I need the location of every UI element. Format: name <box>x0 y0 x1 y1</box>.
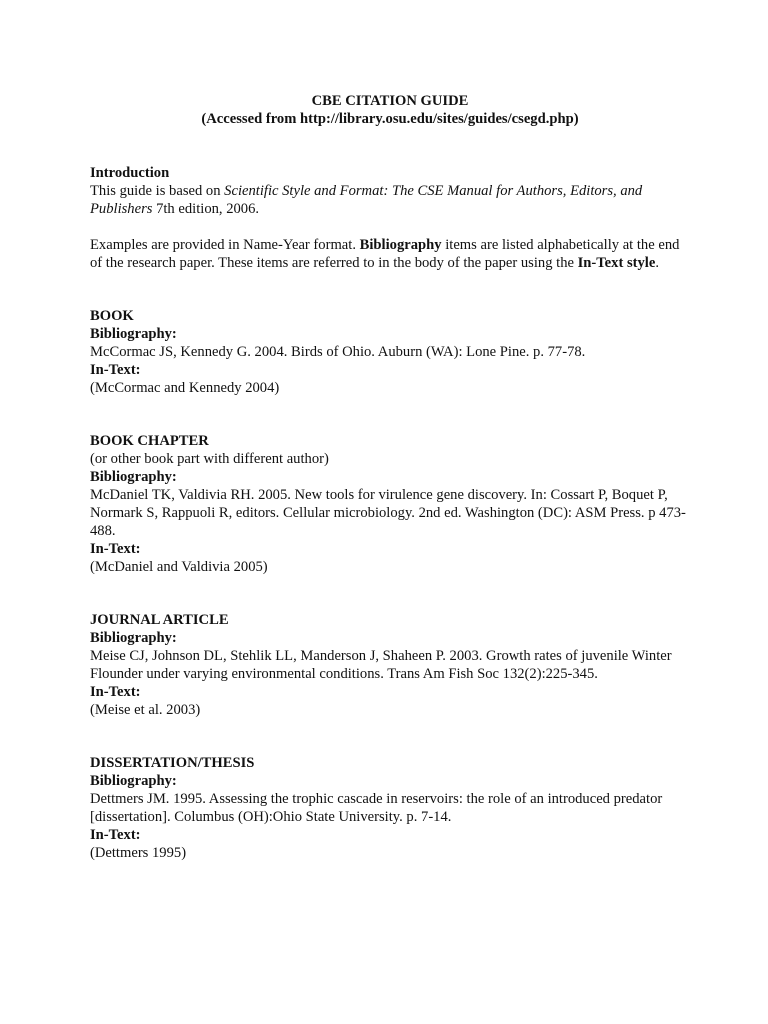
section-dissertation-thesis <box>90 754 690 862</box>
in-text-label: In-Text: <box>90 827 141 843</box>
in-text-label: In-Text: <box>90 684 141 700</box>
bibliography-label: Bibliography: <box>90 326 177 342</box>
intro-paragraph-1 <box>90 182 690 218</box>
intro-p2-post: . <box>655 255 659 271</box>
in-text-entry: (McCormac and Kennedy 2004) <box>90 380 280 396</box>
bibliography-label: Bibliography: <box>90 630 177 646</box>
document-title: CBE CITATION GUIDE <box>311 93 469 109</box>
document-subtitle: (Accessed from http://library.osu.edu/sites/guides/csegd.php) <box>201 111 579 127</box>
section-heading: BOOK <box>90 308 134 324</box>
intro-p1-pre: This guide is based on <box>90 183 225 199</box>
manual-title: Scientific Style and Format: The CSE Manual for Authors, Editors, and Publishers <box>90 183 643 217</box>
bibliography-label: Bibliography: <box>90 773 177 789</box>
spacer <box>90 272 690 307</box>
bibliography-term: Bibliography <box>359 237 442 253</box>
in-text-entry: (McDaniel and Valdivia 2005) <box>90 559 268 575</box>
in-text-label: In-Text: <box>90 362 141 378</box>
section-journal-article <box>90 611 690 719</box>
in-text-entry: (Dettmers 1995) <box>90 845 187 861</box>
spacer <box>90 218 690 236</box>
intro-heading: Introduction <box>90 165 170 181</box>
section-heading: DISSERTATION/THESIS <box>90 755 255 771</box>
intro-p2-pre: Examples are provided in Name-Year format. <box>90 237 360 253</box>
in-text-entry: (Meise et al. 2003) <box>90 702 201 718</box>
bibliography-entry: McDaniel TK, Valdivia RH. 2005. New tools for virulence gene discovery. In: Cossart P, Boquet P, Normark S, Rappuoli R, editors. Cellular microbiology. 2nd ed. Washington (DC): ASM Press. p 473-488. <box>90 487 686 539</box>
spacer <box>90 576 690 611</box>
spacer <box>90 719 690 754</box>
intro-paragraph-2 <box>90 236 690 272</box>
section-note: (or other book part with different author) <box>90 451 329 467</box>
bibliography-entry: Meise CJ, Johnson DL, Stehlik LL, Manderson J, Shaheen P. 2003. Growth rates of juvenile Winter Flounder under varying environmental conditions. Trans Am Fish Soc 132(2):225-345. <box>90 648 672 682</box>
bibliography-entry: Dettmers JM. 1995. Assessing the trophic cascade in reservoirs: the role of an introduced predator [dissertation]. Columbus (OH):Ohio State University. p. 7-14. <box>90 791 663 825</box>
section-book <box>90 307 690 397</box>
in-text-label: In-Text: <box>90 541 141 557</box>
intro-p1-post: 7th edition, 2006. <box>152 201 260 217</box>
intro-section <box>90 164 690 272</box>
intro-p2-mid: items are listed alphabetically at the end of the research paper. These items are referred to in the body of the paper using the <box>90 237 680 271</box>
spacer <box>90 128 690 164</box>
section-book-chapter <box>90 432 690 576</box>
section-heading: JOURNAL ARTICLE <box>90 612 229 628</box>
bibliography-label: Bibliography: <box>90 469 177 485</box>
section-heading: BOOK CHAPTER <box>90 433 209 449</box>
spacer <box>90 397 690 432</box>
bibliography-entry: McCormac JS, Kennedy G. 2004. Birds of Ohio. Auburn (WA): Lone Pine. p. 77-78. <box>90 344 586 360</box>
in-text-term: In-Text style <box>577 255 656 271</box>
document-page <box>90 92 690 862</box>
